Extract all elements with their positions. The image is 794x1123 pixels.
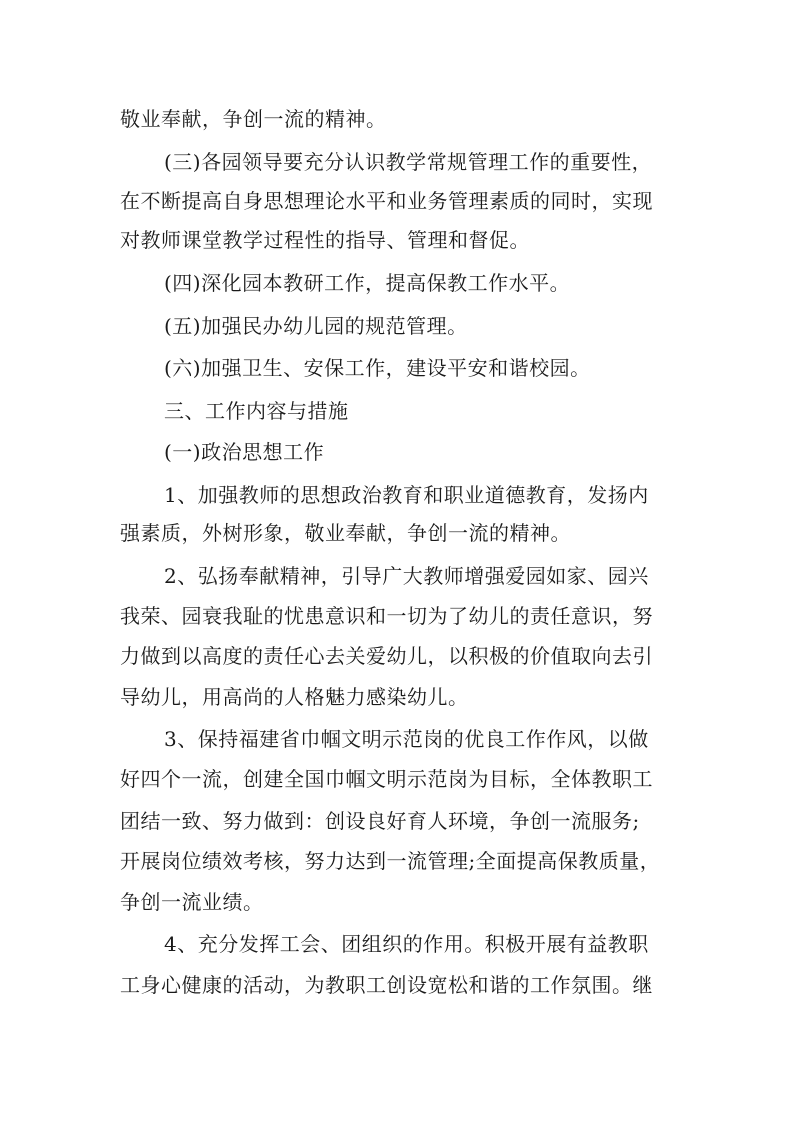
text-line: 3、保持福建省巾帼文明示范岗的优良工作作风，以做 [164, 727, 649, 751]
text-line: 1、加强教师的思想政治教育和职业道德教育，发扬内 [164, 483, 649, 507]
text-line: 开展岗位绩效考核，努力达到一流管理;全面提高保教质量， [120, 849, 661, 873]
text-line: 导幼儿，用高尚的人格魅力感染幼儿。 [120, 685, 469, 709]
text-line: 团结一致、努力做到：创设良好育人环境，争创一流服务; [120, 809, 640, 833]
text-line: 4、充分发挥工会、团组织的作用。积极开展有益教职 [164, 932, 649, 956]
text-line: 在不断提高自身思想理论水平和业务管理素质的同时，实现 [120, 189, 653, 213]
text-line: (五)加强民办幼儿园的规范管理。 [164, 314, 468, 338]
subsection-heading: (一)政治思想工作 [164, 440, 325, 464]
text-line: 工身心健康的活动，为教职工创设宽松和谐的工作氛围。继 [120, 973, 653, 997]
text-line: 争创一流业绩。 [120, 890, 264, 914]
text-line: 对教师课堂教学过程性的指导、管理和督促。 [120, 228, 530, 252]
text-line: (三)各园领导要充分认识教学常规管理工作的重要性， [164, 150, 653, 174]
text-line: 我荣、园衰我耻的忧患意识和一切为了幼儿的责任意识，努 [120, 604, 653, 628]
text-line: 2、弘扬奉献精神，引导广大教师增强爱园如家、园兴 [164, 564, 649, 588]
text-line: 力做到以高度的责任心去关爱幼儿，以积极的价值取向去引 [120, 644, 653, 668]
text-line: 好四个一流，创建全国巾帼文明示范岗为目标，全体教职工 [120, 767, 653, 791]
text-line: (四)深化园本教研工作，提高保教工作水平。 [164, 271, 571, 295]
text-line: 强素质，外树形象，敬业奉献，争创一流的精神。 [120, 521, 571, 545]
text-line: 敬业奉献，争创一流的精神。 [120, 107, 387, 131]
section-heading: 三、工作内容与措施 [164, 399, 349, 423]
text-line: (六)加强卫生、安保工作，建设平安和谐校园。 [164, 356, 591, 380]
